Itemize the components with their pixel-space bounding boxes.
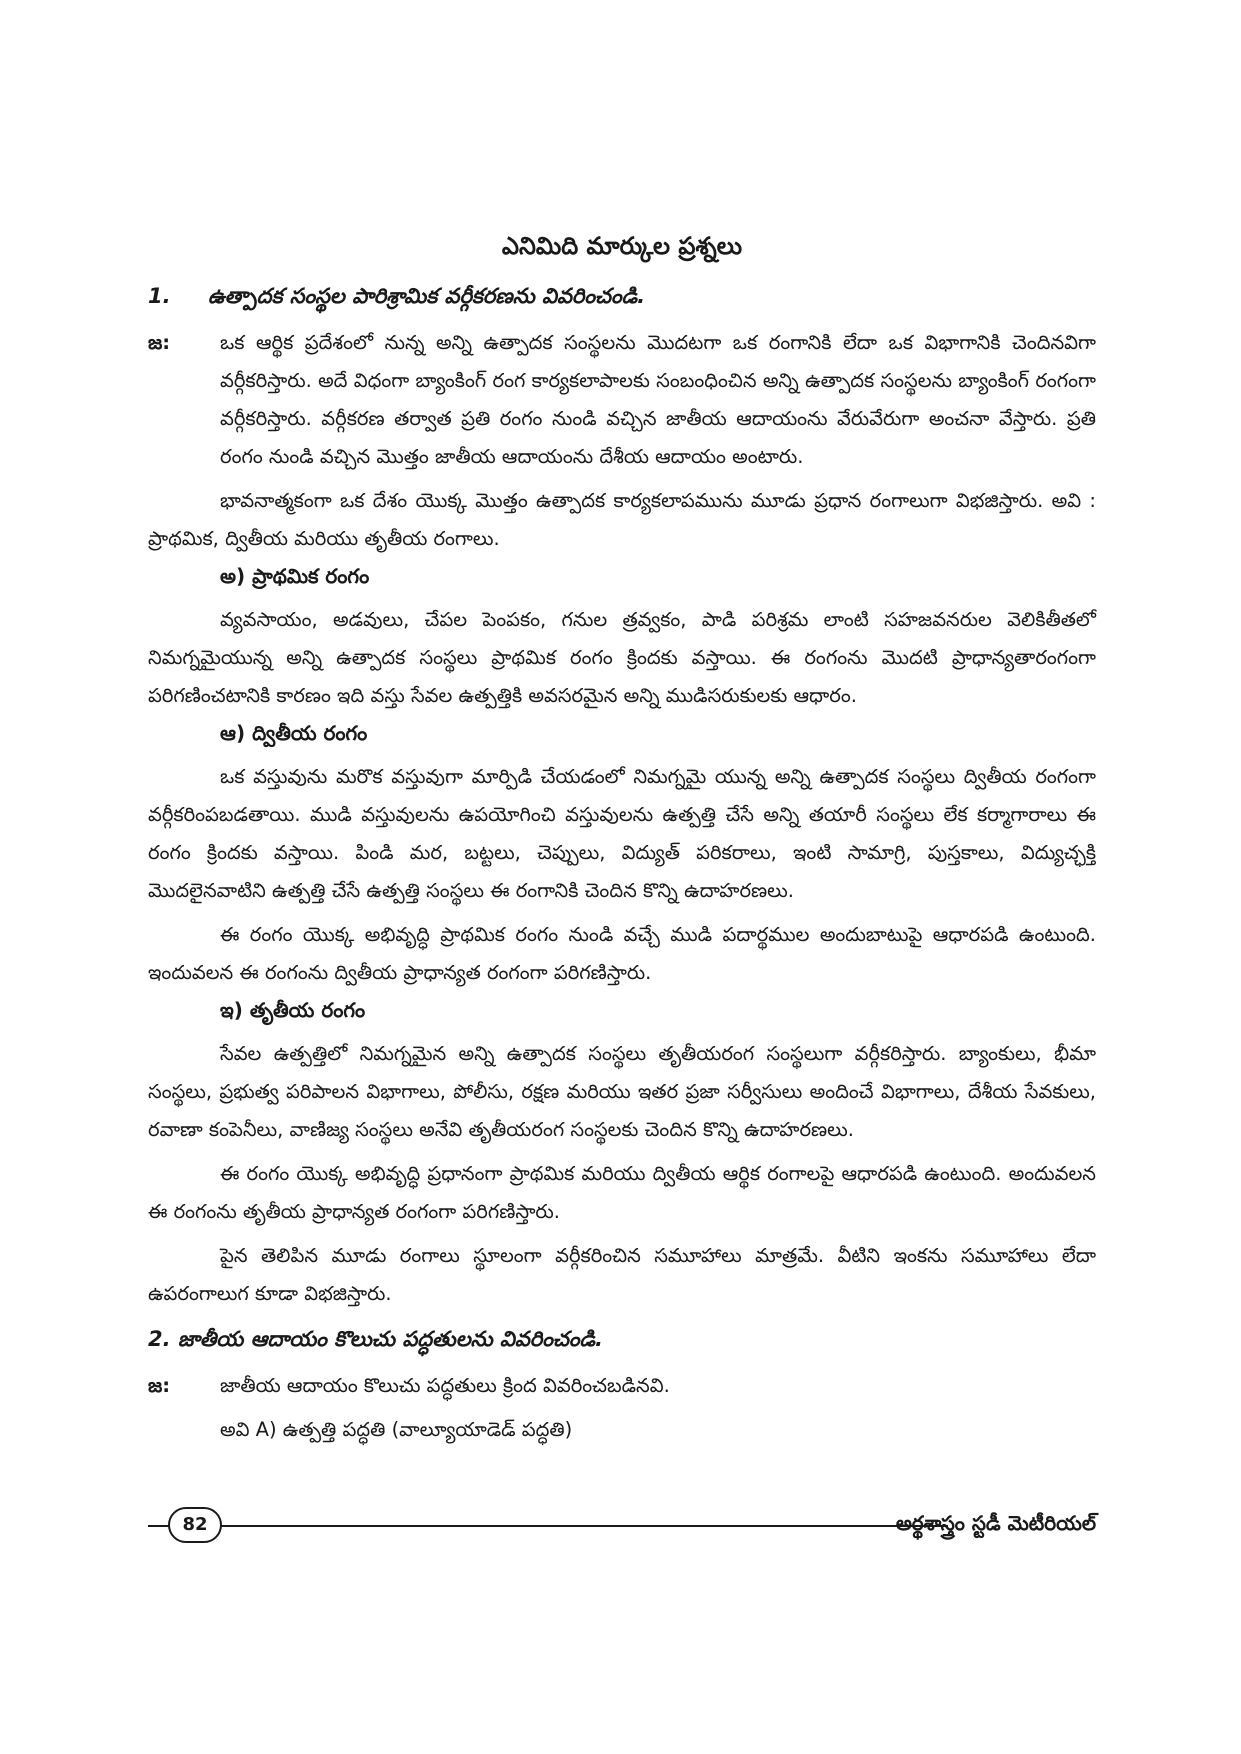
page-footer: [148, 1505, 1096, 1545]
section-heading-primary: అ) ప్రాథమిక రంగం: [220, 564, 370, 588]
answer-text: జాతీయ ఆదాయం కొలుచు పద్ధతులు క్రింద వివరించబడినవి.: [220, 1374, 670, 1397]
section-paragraph: పైన తెలిపిన మూడు రంగాలు స్థూలంగా వర్గీకరించిన సమూహాలు మాత్రమే. వీటిని ఇంకను సమూహాలు లేదా ఉపరంగాలుగ కూడా విభజిస్తారు.: [148, 1244, 1096, 1305]
question-number: 1.: [148, 284, 171, 308]
section-paragraph: సేవల ఉత్పత్తిలో నిమగ్నమైన అన్ని ఉత్పాదక సంస్థలు తృతీయరంగ సంస్థలుగా వర్గీకరిస్తారు. బ్యాంకులు, భీమా సంస్థలు, ప్రభుత్వ పరిపాలన విభాగాలు, పోలీసు, రక్షణ మరియు ఇతర ప్రజా సర్వీసులు అందించే విభాగాలు, దేశీయ సేవకులు, రవాణా కంపెనీలు, వాణిజ్య సంస్థలు అనేవి తృతీయరంగ సంస్థలకు చెందిన కొన్ని ఉదాహరణలు.: [148, 1042, 1096, 1141]
answer-label: జ:: [148, 331, 171, 354]
page-number: 82: [168, 1507, 222, 1543]
section-paragraph: ఈ రంగం యొక్క అభివృద్ధి ప్రధానంగా ప్రాథమిక మరియు ద్వితీయ ఆర్థిక రంగాలపై ఆధారపడి ఉంటుంది. అందువలన ఈ రంగంను తృతీయ ప్రాధాన్యత రంగంగా పరిగణిస్తారు.: [148, 1162, 1096, 1223]
page-title: ఎనిమిది మార్కుల ప్రశ్నలు: [501, 232, 743, 260]
answer-label: జ:: [148, 1374, 171, 1397]
book-title: అర్థశాస్త్రం స్టడీ మెటీరియల్: [895, 1511, 1096, 1535]
answer-2: [148, 1367, 1096, 1405]
section-paragraph: వ్యవసాయం, అడవులు, చేపల పెంపకం, గనుల త్రవ్వకం, పాడి పరిశ్రమ లాంటి సహజవనరుల వెలికితీతలో నిమగ్నమైయున్న అన్ని ఉత్పాదక సంస్థలు ప్రాథమిక రంగం క్రిందకు వస్తాయి. ఈ రంగంను మొదటి ప్రాధాన్యతారంగంగా పరిగణించటానికి కారణం ఇది వస్తు సేవల ఉత్పత్తికి అవసరమైన అన్ని ముడిసరుకులకు ఆధారం.: [148, 608, 1096, 707]
section-paragraph: ఈ రంగం యొక్క అభివృద్ధి ప్రాథమిక రంగం నుండి వచ్చే ముడి పదార్థముల అందుబాటుపై ఆధారపడి ఉంటుంది. ఇందువలన ఈ రంగంను ద్వితీయ ప్రాధాన్యత రంగంగా పరిగణిస్తారు.: [148, 923, 1096, 984]
question-1: [148, 284, 1096, 314]
footer-rule: [148, 1525, 948, 1527]
page-content: [148, 232, 1096, 1455]
answer-line: అవి A) ఉత్పత్తి పద్ధతి (వాల్యూయాడెడ్ పద్ధతి): [220, 1418, 573, 1441]
answer-paragraph: ఒక ఆర్థిక ప్రదేశంలో నున్న అన్ని ఉత్పాదక సంస్థలను మొదటగా ఒక రంగానికి లేదా ఒక విభాగానికి చెందినవిగా వర్గీకరిస్తారు. అదే విధంగా బ్యాంకింగ్ రంగ కార్యకలాపాలకు సంబంధించిన అన్ని ఉత్పాదక సంస్థలను బ్యాంకింగ్ రంగంగా వర్గీకరిస్తారు. వర్గీకరణ తర్వాత ప్రతి రంగం నుండి వచ్చిన జాతీయ ఆదాయంను వేరువేరుగా అంచనా వేస్తారు. ప్రతి రంగం నుండి వచ్చిన మొత్తం జాతీయ ఆదాయంను దేశీయ ఆదాయం అంటారు.: [220, 331, 1096, 468]
section-heading-tertiary: ఇ) తృతీయ రంగం: [220, 998, 366, 1022]
question-2: 2. జాతీయ ఆదాయం కొలుచు పద్ధతులను వివరించండి.: [148, 1327, 603, 1351]
section-paragraph: ఒక వస్తువును మరొక వస్తువుగా మార్పిడి చేయడంలో నిమగ్నమై యున్న అన్ని ఉత్పాదక సంస్థలు ద్వితీయ రంగంగా వర్గీకరింపబడతాయి. ముడి వస్తువులను ఉపయోగించి వస్తువులను ఉత్పత్తి చేసే అన్ని తయారీ సంస్థలు లేక కర్మాగారాలు ఈ రంగం క్రిందకు వస్తాయి. పిండి మర, బట్టలు, చెప్పులు, విద్యుత్ పరికరాలు, ఇంటి సామాగ్రి, పుస్తకాలు, విద్యుచ్ఛక్తి మొదలైనవాటిని ఉత్పత్తి చేసే ఉత్పత్తి సంస్థలు ఈ రంగానికి చెందిన కొన్ని ఉదాహరణలు.: [148, 765, 1096, 902]
answer-paragraph: భావనాత్మకంగా ఒక దేశం యొక్క మొత్తం ఉత్పాదక కార్యకలాపమును మూడు ప్రధాన రంగాలుగా విభజిస్తారు. అవి : ప్రాథమిక, ద్వితీయ మరియు తృతీయ రంగాలు.: [148, 489, 1096, 550]
section-heading-secondary: ఆ) ద్వితీయ రంగం: [220, 721, 368, 745]
question-text: ఉత్పాదక సంస్థల పారిశ్రామిక వర్గీకరణను వివరించండి.: [208, 284, 646, 308]
answer-1-intro: [148, 324, 1096, 476]
